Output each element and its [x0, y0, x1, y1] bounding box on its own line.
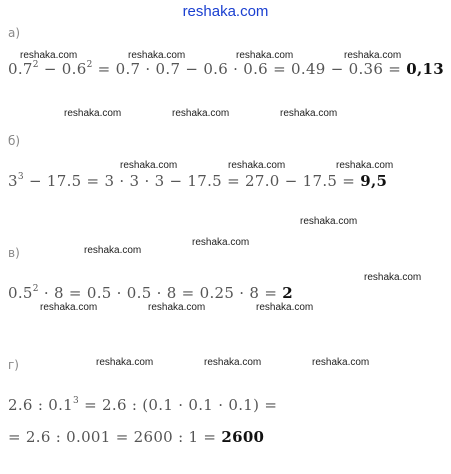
watermark: reshaka.com	[40, 302, 98, 313]
eq-term: 2.6 : 0.1	[8, 396, 73, 414]
watermark: reshaka.com	[128, 50, 186, 61]
watermark: reshaka.com	[204, 357, 262, 368]
site-header[interactable]: reshaka.com	[182, 3, 269, 20]
eq-body: = 0.7 · 0.7 − 0.6 · 0.6 = 0.49 − 0.36 =	[92, 60, 407, 78]
eq-term: 0.5	[8, 284, 33, 302]
watermark: reshaka.com	[64, 108, 122, 119]
watermark: reshaka.com	[192, 237, 250, 248]
exponent: 2	[32, 284, 39, 294]
watermark: reshaka.com	[280, 108, 338, 119]
eq-body: · 8 = 0.5 · 0.5 · 8 = 0.25 · 8 =	[38, 284, 283, 302]
watermark: reshaka.com	[236, 50, 294, 61]
watermark: reshaka.com	[84, 245, 142, 256]
part-label-b: б)	[8, 134, 21, 148]
watermark: reshaka.com	[312, 357, 370, 368]
answer: 2600	[221, 428, 265, 446]
watermark: reshaka.com	[172, 108, 230, 119]
equation-g-line2	[8, 428, 264, 446]
eq-body: = 2.6 : 0.001 = 2600 : 1 =	[8, 428, 222, 446]
eq-term: − 0.6	[38, 60, 87, 78]
exponent: 3	[73, 396, 80, 406]
eq-term: 3	[8, 172, 18, 190]
answer: 0,13	[406, 60, 444, 78]
part-label-a: а)	[8, 26, 21, 40]
part-label-v: в)	[8, 246, 20, 260]
exponent: 2	[32, 60, 39, 70]
answer: 2	[282, 284, 294, 302]
watermark: reshaka.com	[300, 216, 358, 227]
equation-v	[8, 284, 293, 302]
watermark: reshaka.com	[96, 357, 154, 368]
exponent: 2	[86, 60, 93, 70]
part-label-g: г)	[8, 358, 19, 372]
watermark: reshaka.com	[20, 50, 78, 61]
watermark: reshaka.com	[228, 160, 286, 171]
eq-term: 0.7	[8, 60, 33, 78]
eq-body: − 17.5 = 3 · 3 · 3 − 17.5 = 27.0 − 17.5 =	[23, 172, 361, 190]
watermark: reshaka.com	[336, 160, 394, 171]
eq-body: = 2.6 : (0.1 · 0.1 · 0.1) =	[79, 396, 278, 414]
watermark: reshaka.com	[344, 50, 402, 61]
watermark: reshaka.com	[148, 302, 206, 313]
equation-b	[8, 172, 387, 190]
watermark: reshaka.com	[120, 160, 178, 171]
equation-g-line1	[8, 396, 277, 414]
equation-a	[8, 60, 444, 78]
watermark: reshaka.com	[256, 302, 314, 313]
exponent: 3	[17, 172, 24, 182]
answer: 9,5	[360, 172, 388, 190]
watermark: reshaka.com	[364, 272, 422, 283]
